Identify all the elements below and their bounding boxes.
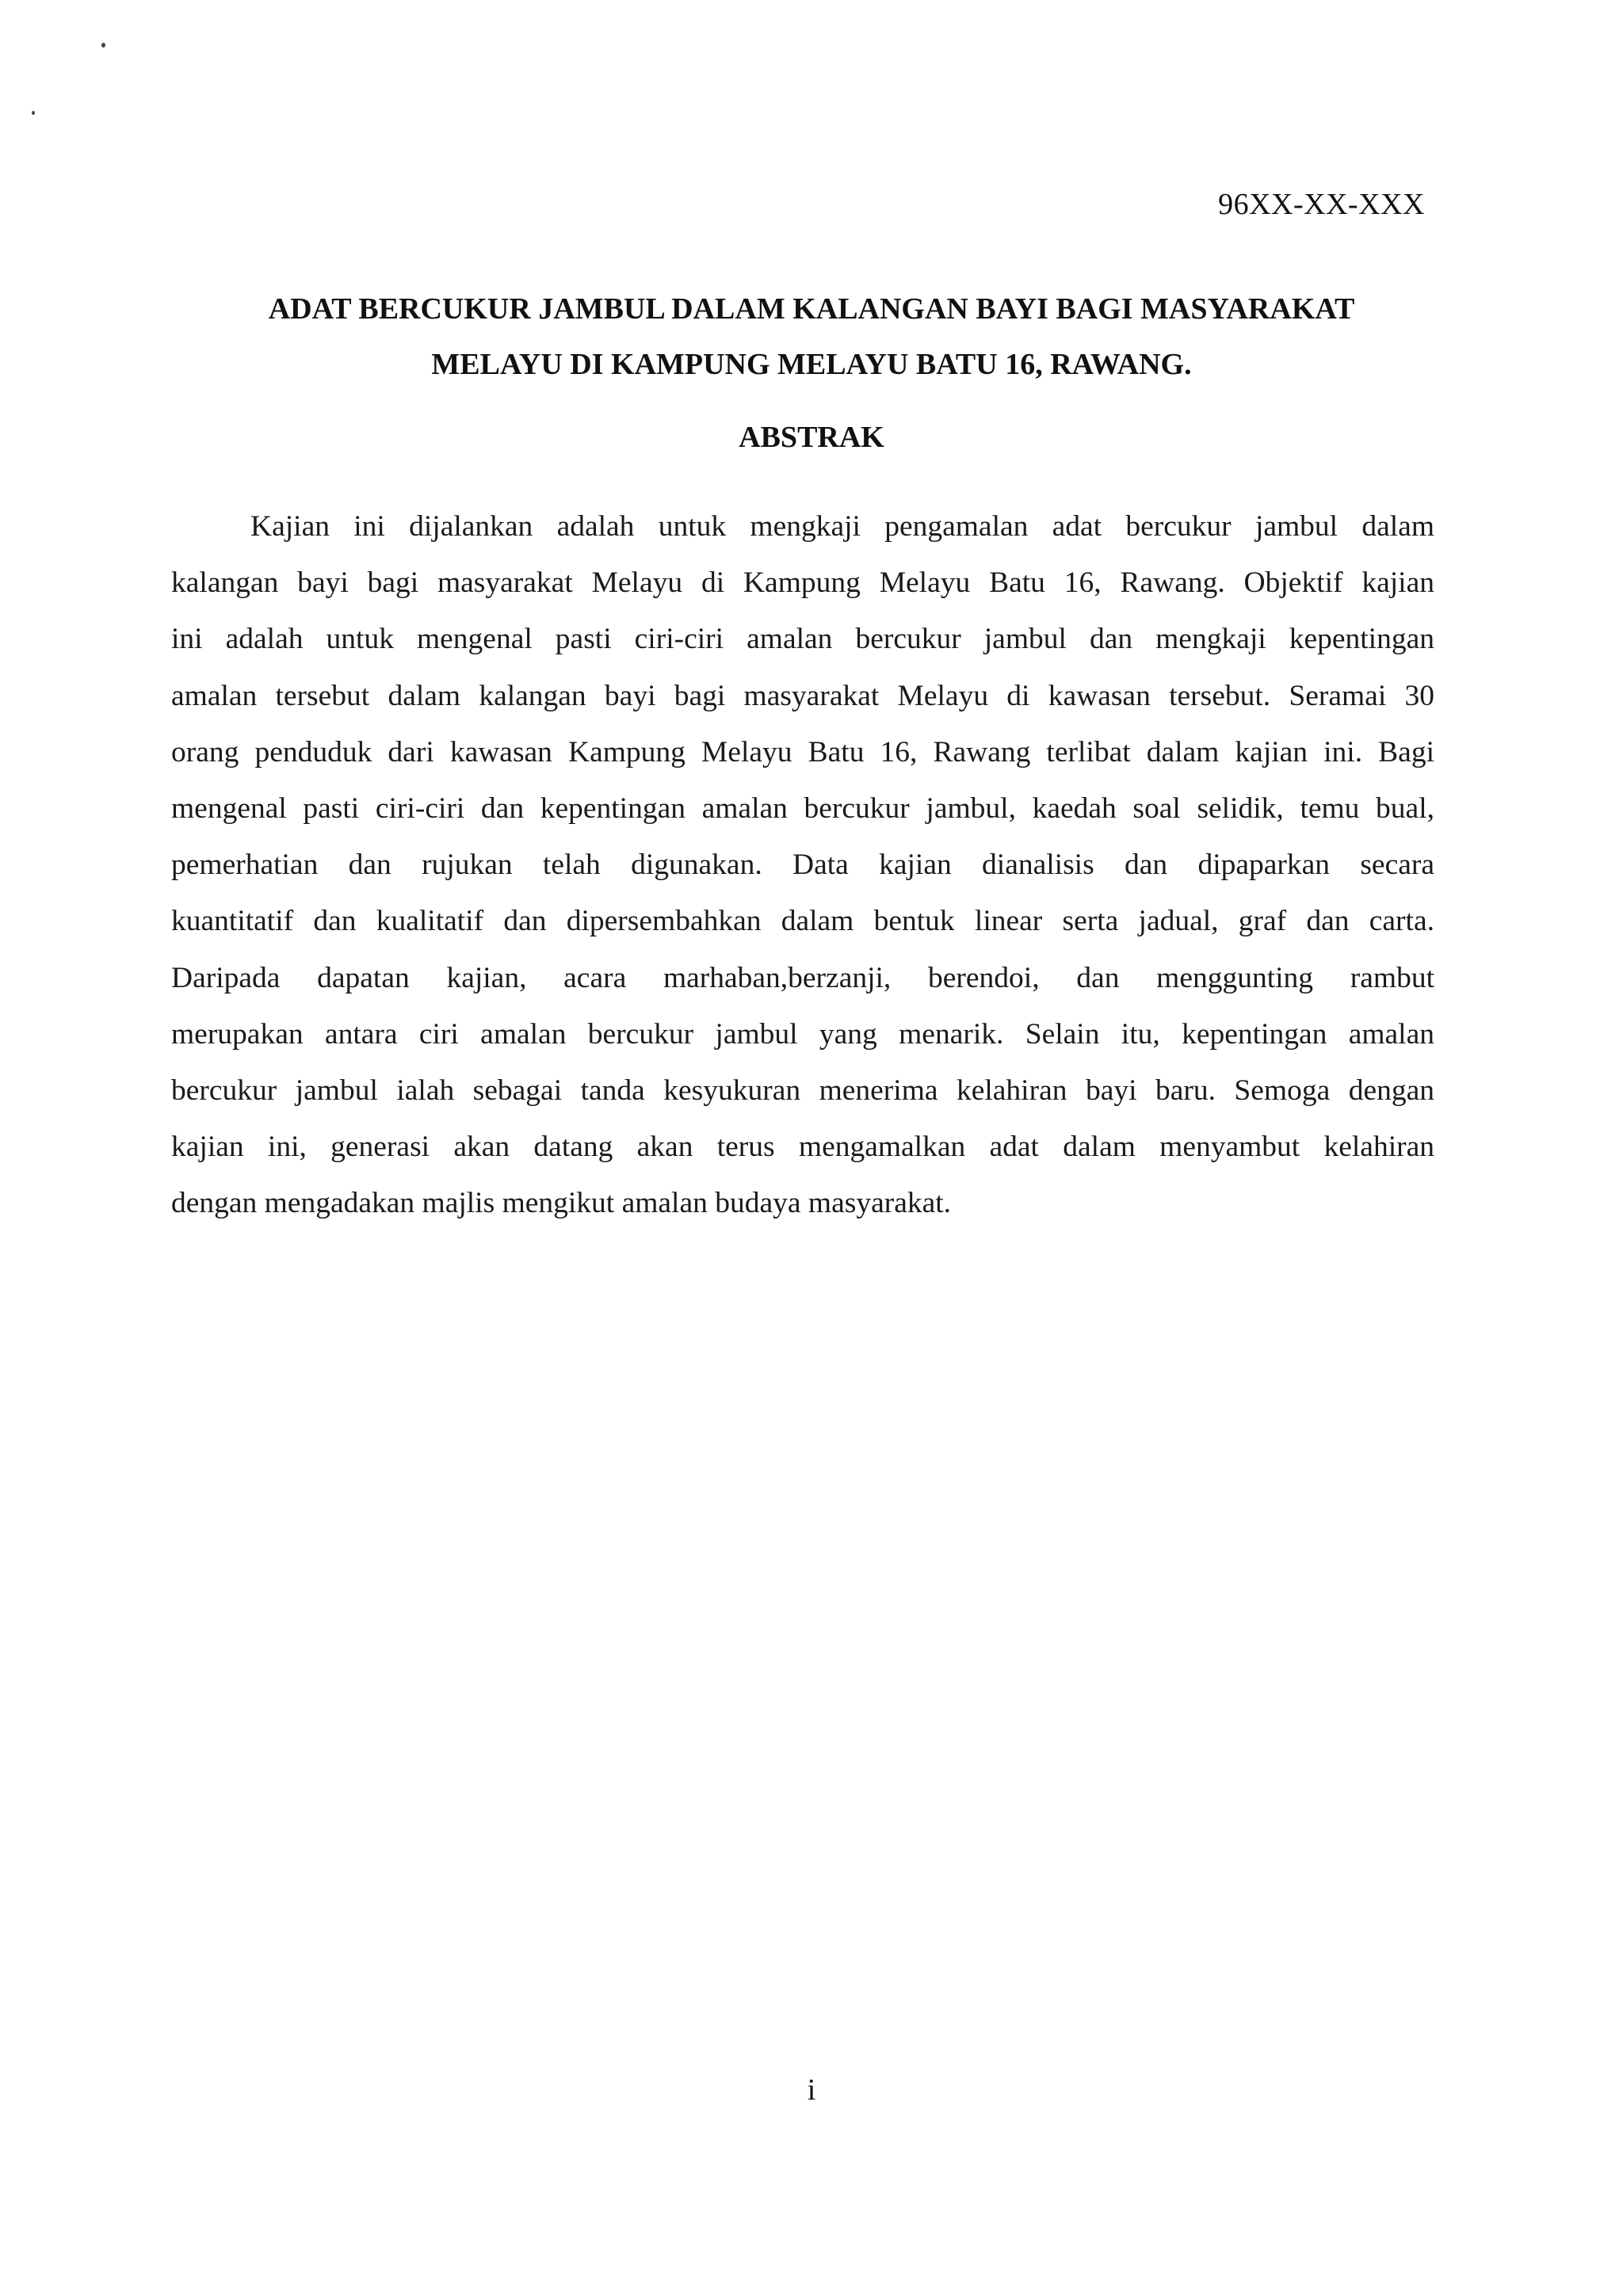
abstract-paragraph [171, 498, 1434, 1231]
abstract-line: merupakan antara ciri amalan bercukur jambul yang menarik. Selain itu, kepentingan amalan [171, 1017, 1434, 1051]
abstract-line: pemerhatian dan rujukan telah digunakan. Data kajian dianalisis dan dipaparkan secara [171, 849, 1434, 882]
document-code: 96XX-XX-XXX [1218, 188, 1425, 221]
abstract-line: amalan tersebut dalam kalangan bayi bagi masyarakat Melayu di kawasan tersebut. Seramai 30 [171, 679, 1434, 712]
abstract-line: dengan mengadakan majlis mengikut amalan budaya masyarakat. [171, 1187, 952, 1220]
abstract-line: Kajian ini dijalankan adalah untuk mengkaji pengamalan adat bercukur jambul dalam [250, 510, 1434, 543]
abstract-line: mengenal pasti ciri-ciri dan kepentingan amalan bercukur jambul, kaedah soal selidik, temu bual, [171, 791, 1434, 825]
title-line-2: MELAYU DI KAMPUNG MELAYU BATU 16, RAWANG. [431, 348, 1192, 381]
scan-speck [32, 111, 35, 115]
abstract-line: orang penduduk dari kawasan Kampung Melayu Batu 16, Rawang terlibat dalam kajian ini. Bagi [171, 735, 1434, 769]
page-number: i [807, 2073, 816, 2107]
title-line-1: ADAT BERCUKUR JAMBUL DALAM KALANGAN BAYI BAGI MASYARAKAT [268, 292, 1355, 326]
abstract-line: kalangan bayi bagi masyarakat Melayu di Kampung Melayu Batu 16, Rawang. Objektif kajian [171, 566, 1434, 600]
abstract-line: ini adalah untuk mengenal pasti ciri-ciri amalan bercukur jambul dan mengkaji kepentingan [171, 623, 1434, 656]
document-title [166, 281, 1457, 392]
scan-speck [101, 43, 105, 48]
abstract-line: kajian ini, generasi akan datang akan terus mengamalkan adat dalam menyambut kelahiran [171, 1131, 1434, 1164]
abstract-line: kuantitatif dan kualitatif dan dipersembahkan dalam bentuk linear serta jadual, graf dan carta. [171, 905, 1434, 938]
abstract-heading: ABSTRAK [739, 421, 884, 454]
abstract-line: Daripada dapatan kajian, acara marhaban,berzanji, berendoi, dan menggunting rambut [171, 961, 1434, 994]
abstract-line: bercukur jambul ialah sebagai tanda kesyukuran menerima kelahiran bayi baru. Semoga dengan [171, 1074, 1434, 1107]
